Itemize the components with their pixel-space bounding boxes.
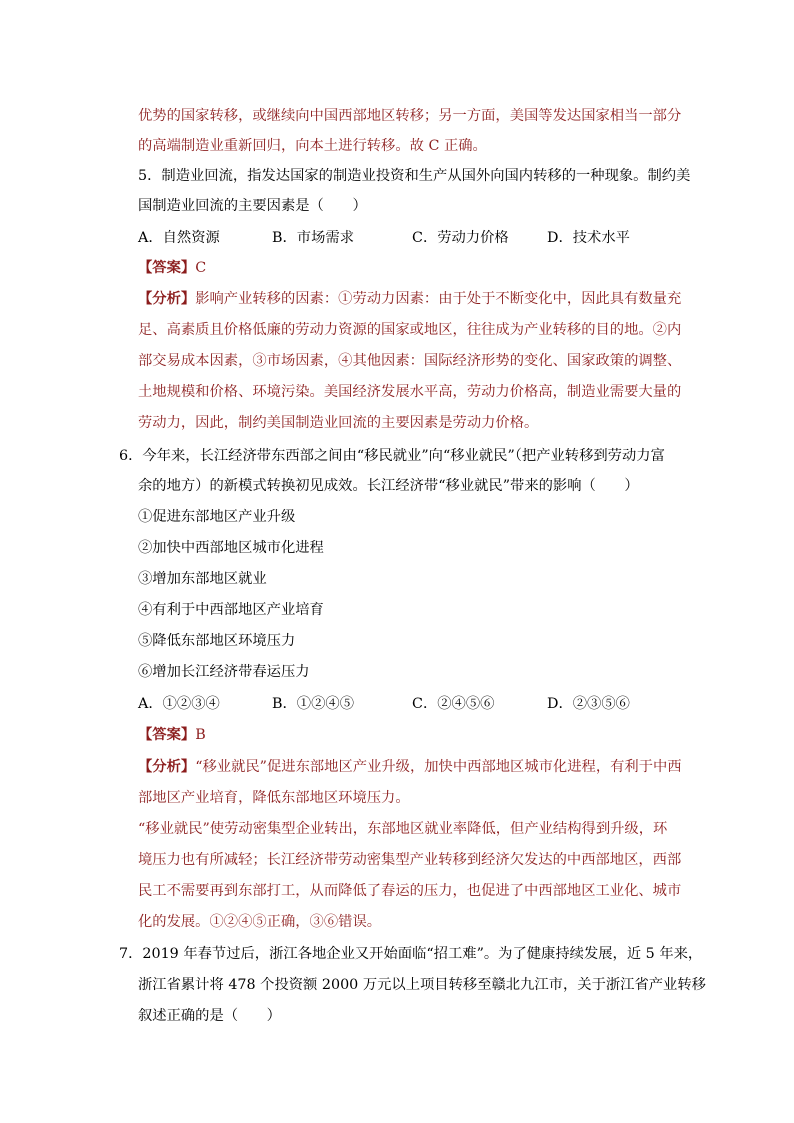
q5-analysis-line-3: 部交易成本因素，③市场因素，④其他因素：国际经济形势的变化、国家政策的调整、 — [138, 353, 682, 369]
q6-item-2: ②加快中西部地区城市化进程 — [138, 540, 324, 556]
q6-stem-line-1: 6．今年来，长江经济带东西部之间由“移民就业”向“移业就民”（把产业转移到劳动力富 — [119, 448, 665, 464]
q6-analysis-line-2: 部地区产业培育，降低东部地区环境压力。 — [138, 790, 410, 806]
q5-analysis-text-1: 影响产业转移的因素：①劳动力因素：由于处于不断变化中，因此具有数量充 — [195, 291, 682, 307]
q5-analysis-line-1 — [138, 289, 681, 309]
q5-answer-value: C — [195, 260, 207, 276]
q5-stem-line-1: 5．制造业回流，指发达国家的制造业投资和生产从国外向国内转移的一种现象。制约美 — [138, 168, 691, 184]
q5-answer — [138, 258, 206, 278]
q6-option-d: D．②③⑤⑥ — [547, 696, 630, 712]
q6-analysis-line-1 — [138, 757, 682, 777]
q6-item-4: ④有利于中西部地区产业培育 — [138, 602, 324, 618]
q6-analysis-tag: 【分析】 — [138, 759, 196, 775]
q5-analysis-line-4: 土地规模和价格、环境污染。美国经济发展水平高，劳动力价格高，制造业需要大量的 — [138, 384, 682, 400]
q5-option-d: D．技术水平 — [547, 230, 630, 246]
q6-item-5: ⑤降低东部地区环境压力 — [138, 633, 296, 649]
q7-stem-line-3: 叙述正确的是（ ） — [138, 1008, 281, 1024]
q6-answer-value: B — [195, 727, 206, 743]
q5-option-b: B．市场需求 — [272, 230, 354, 246]
q5-analysis-tag: 【分析】 — [138, 291, 196, 307]
q6-answer — [138, 725, 206, 745]
q6-item-1: ①促进东部地区产业升级 — [138, 509, 296, 525]
q4-analysis-line-1: 优势的国家转移，或继续向中国西部地区转移；另一方面，美国等发达国家相当一部分 — [138, 108, 682, 124]
q6-analysis-line-3: “移业就民”使劳动密集型企业转出，东部地区就业率降低，但产业结构得到升级，环 — [138, 821, 668, 837]
q7-stem-line-1: 7．2019 年春节过后，浙江各地企业又开始面临“招工难”。为了健康持续发展，近 5 年来， — [119, 946, 703, 962]
q6-analysis-line-4: 境压力也有所减轻；长江经济带劳动密集型产业转移到经济欠发达的中西部地区，西部 — [138, 852, 682, 868]
q6-answer-tag: 【答案】 — [138, 727, 196, 743]
q5-analysis-line-2: 足、高素质且价格低廉的劳动力资源的国家或地区，往往成为产业转移的目的地。②内 — [138, 322, 682, 338]
q6-analysis-line-6: 化的发展。①②④⑤正确，③⑥错误。 — [138, 914, 382, 930]
q6-stem-line-2: 余的地方）的新模式转换初见成效。长江经济带“移业就民”带来的影响（ ） — [138, 478, 639, 494]
q6-analysis-line-5: 民工不需要再到东部打工，从而降低了春运的压力，也促进了中西部地区工业化、城市 — [138, 883, 682, 899]
q5-option-c: C．劳动力价格 — [412, 230, 509, 246]
q5-answer-tag: 【答案】 — [138, 260, 196, 276]
q6-item-3: ③增加东部地区就业 — [138, 571, 267, 587]
q6-option-b: B．①②④⑤ — [272, 696, 354, 712]
q5-option-a: A．自然资源 — [138, 230, 220, 246]
q6-option-a: A．①②③④ — [138, 696, 220, 712]
q4-analysis-line-2: 的高端制造业重新回归，向本土进行转移。故 C 正确。 — [138, 138, 487, 154]
q5-analysis-line-5: 劳动力，因此，制约美国制造业回流的主要因素是劳动力价格。 — [138, 415, 539, 431]
q7-stem-line-2: 浙江省累计将 478 个投资额 2000 万元以上项目转移至赣北九江市，关于浙江省产业转移 — [138, 977, 706, 993]
q6-item-6: ⑥增加长江经济带春运压力 — [138, 664, 310, 680]
q5-stem-line-2: 国制造业回流的主要因素是（ ） — [138, 198, 367, 214]
q6-option-c: C．②④⑤⑥ — [412, 696, 495, 712]
q6-analysis-text-1: “移业就民”促进东部地区产业升级，加快中西部地区城市化进程，有利于中西 — [195, 759, 682, 775]
